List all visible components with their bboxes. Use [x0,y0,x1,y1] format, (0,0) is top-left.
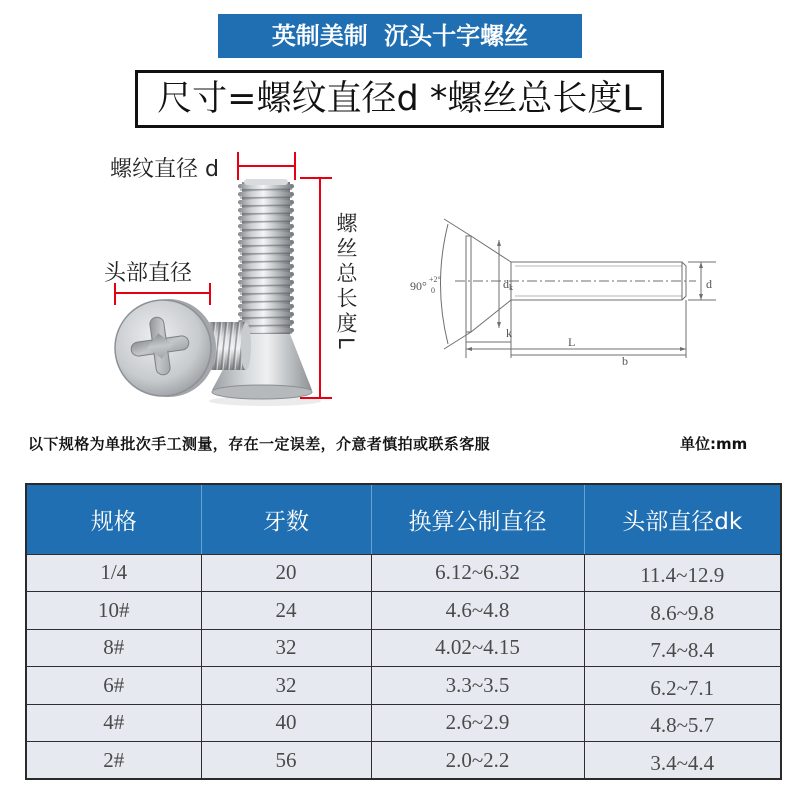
header-spec: 规格 [26,484,201,554]
thread-ridge [238,256,294,261]
metric-diameter-cell: 2.0~2.2 [371,742,584,780]
thread-ridge [238,200,294,205]
measurement-note: 以下规格为单批次手工测量，存在一定误差，介意者慎拍或联系客服 [28,435,491,453]
table-header-row [26,484,781,554]
upright-shank-tip [244,179,288,185]
table-row [26,667,781,705]
thread-ridge [238,248,294,253]
metric-diameter-cell: 2.6~2.9 [371,704,584,742]
metric-diameter-cell: 4.02~4.15 [371,629,584,667]
thread-ridge [238,304,294,309]
thread-groove [240,269,292,270]
total-length-label: 螺丝总长度L [334,212,358,353]
thread-ridge [238,240,294,245]
title-banner [218,14,582,58]
lying-shank-end [241,322,251,370]
thread-ridge [238,216,294,221]
d-label: d [706,277,712,291]
spec-table [25,483,782,780]
thread-groove [240,221,292,222]
head-diameter-label: 头部直径 [104,261,193,286]
thread-diameter-dimension [238,152,295,180]
thread-count-cell: 32 [201,629,371,667]
dk-label-main: d [503,277,509,291]
table-row [26,742,781,780]
thread-groove [240,229,292,230]
thread-ridge [238,296,294,301]
spec-cell: 2# [26,742,201,780]
thread-count-cell: 24 [201,592,371,630]
thread-groove [240,293,292,294]
thread-groove [240,301,292,302]
spec-cell: 4# [26,704,201,742]
spec-cell: 6# [26,667,201,705]
thread-diameter-label: 螺纹直径 d [110,157,219,182]
head-diameter-cell: 6.2~7.1 [584,667,781,705]
dk-label-sub: k [509,283,513,292]
thread-ridge [238,232,294,237]
L-label: L [568,335,576,349]
thread-groove [240,197,292,198]
thread-ridge [238,280,294,285]
metric-diameter-cell: 6.12~6.32 [371,554,584,592]
size-formula-box [135,70,664,128]
angle-tolerance-upper: +2° [429,275,441,284]
head-diameter-cell: 4.8~5.7 [584,704,781,742]
thread-count-cell: 56 [201,742,371,780]
spec-cell: 10# [26,592,201,630]
thread-ridge [238,312,294,317]
angle-extension-bottom [444,332,471,349]
thread-groove [240,309,292,310]
head-diameter-cell: 11.4~12.9 [584,554,781,592]
total-length-dimension [300,178,332,398]
size-formula-text: 尺寸=螺纹直径d *螺丝总长度L [157,79,642,119]
table-row [26,592,781,630]
thread-ridge [238,192,294,197]
header-thread-count: 牙数 [201,484,371,554]
header-head-diameter: 头部直径dk [584,484,781,554]
table-row [26,554,781,592]
thread-count-cell: 40 [201,704,371,742]
head-diameter-cell: 3.4~4.4 [584,742,781,780]
spec-cell: 1/4 [26,554,201,592]
unit-label: 单位:mm [680,435,748,453]
thread-count-cell: 20 [201,554,371,592]
thread-ridge [238,208,294,213]
title-text: 英制美制 沉头十字螺丝 [271,22,529,50]
angle-extension-top [444,219,471,236]
thread-ridge [238,272,294,277]
thread-groove [240,205,292,206]
upright-head-rim [212,385,312,399]
angle-arc [441,224,449,344]
angle-label: 90° [410,279,427,293]
thread-groove [240,245,292,246]
table-row [26,704,781,742]
head-diameter-cell: 8.6~9.8 [584,592,781,630]
thread-groove [240,213,292,214]
header-metric-diameter: 换算公制直径 [371,484,584,554]
table-row [26,629,781,667]
b-label: b [622,354,628,368]
metric-diameter-cell: 3.3~3.5 [371,667,584,705]
metric-diameter-cell: 4.6~4.8 [371,592,584,630]
thread-groove [240,237,292,238]
spec-cell: 8# [26,629,201,667]
thread-groove [240,189,292,190]
thread-groove [240,285,292,286]
thread-groove [240,317,292,318]
thread-groove [240,261,292,262]
head-diameter-cell: 7.4~8.4 [584,629,781,667]
k-label: k [506,326,512,340]
thread-groove [240,277,292,278]
thread-ridge [238,264,294,269]
thread-ridge [238,224,294,229]
dimension-arrows [466,240,703,351]
thread-count-cell: 32 [201,667,371,705]
technical-drawing [400,210,730,368]
thread-ridge [238,288,294,293]
angle-tolerance-lower: 0 [431,286,435,295]
thread-groove [240,253,292,254]
